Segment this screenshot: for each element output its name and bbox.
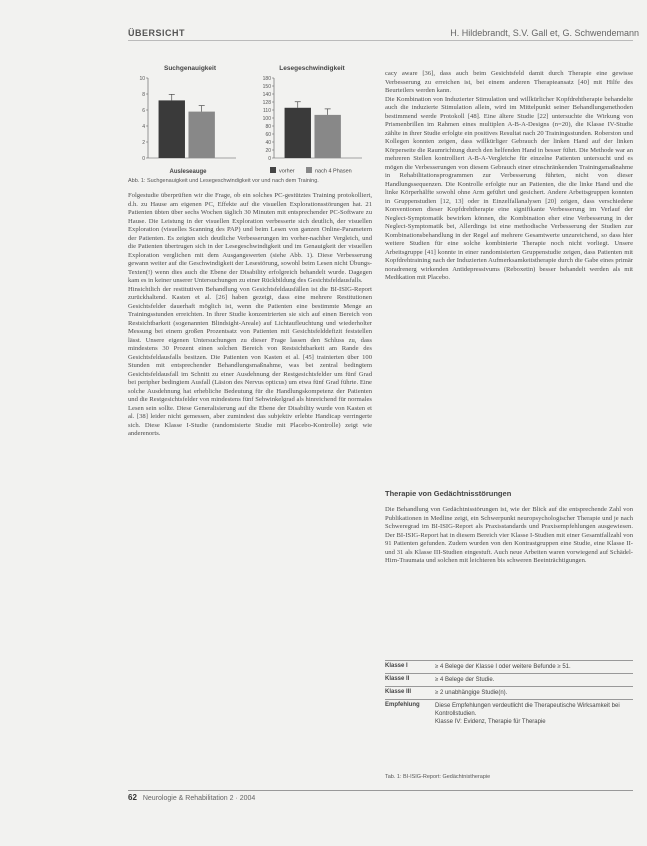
- paragraph: Hinsichtlich der restitutiven Behandlung von Gesichtsfeldausfällen ist die BI-ISIG-Report zurückhaltend. Kasten et al. [26] haben gezeigt, dass eine mehrere Restitutionen Gesichtsfelder dauerhaft möglich ist, wenn die Patienten eine bestimmte Menge an Trainingsstunden erreichten. In ihrer Studie konzentrierten sie sich auf einen Bereich von Restsichtbarkeit (sogenannten Blindsight-Areale) auf Lichtaufleuchtung und wiederholter Messung bei einem großen Prozentsatz von Patienten mit Gesichtsfelddefizit feststellen lässt. Unsere eigenen Untersuchungen zu dieser Frage lassen den Schluss zu, dass mindestens 30 Prozent einen solchen Bereich von Restsichtbarkeit am Rande des Gesichtsfeldausfalls besitzen. Die Patienten von Kasten et al. [45] trainierten über 100 Stunden mit entsprechender Behandlungsmaßnahme, was bei zentral bedingtem Gesichtsfeldausfall im Schnitt zu einer Ausdehnung der Restgesichtsfelder um fünf Grad bei peripher bedingtem Ausfall (Läsion des Nervus opticus) um etwa fünf Grad führte. Eine solche Ausdehnung hat erhebliche Bedeutung für die Handlungskompetenz der Patienten und die Restgesichtsfelder von mindestens fünf Sehwinkelgrad als hinreichend für normales Lesen sein sollte. Diese Generalisierung auf die Ebene der Disability wurde von Kasten et al. [38] leider nicht gemessen, aber zumindest das subjektiv erlebte Handicap verringerte sich. Diese Klasse I-Studie (randomisierte Studie mit Placebo-Kontrolle) zeigt wie anderenorts.: [128, 285, 372, 437]
- header-rule: [128, 40, 633, 41]
- table-row: [385, 686, 633, 699]
- bar-after: [188, 112, 214, 158]
- y-tick-label: 2: [142, 140, 145, 146]
- y-tick-label: 60: [265, 132, 271, 138]
- y-tick-label: 20: [265, 148, 271, 154]
- section-label: ÜBERSICHT: [128, 28, 186, 38]
- figure-1: [126, 60, 372, 178]
- y-tick-label: 128: [262, 100, 271, 106]
- paragraph: cacy aware [36], dass auch beim Gesichtsfeld damit durch Therapie eine gewisse Verbesserung zu erreichen ist, bei einem anderen Therapieansatz [40] mit Hilfe des Beurteilers werden kann.: [385, 70, 633, 94]
- legend-label-before: vorher: [279, 168, 295, 175]
- bar-chart-figure: [126, 60, 372, 178]
- y-tick-label: 150: [262, 84, 271, 90]
- table-cell-value: [435, 702, 633, 726]
- y-tick-label: 8: [142, 92, 145, 98]
- table-cell-key: Klasse II: [385, 676, 410, 682]
- body-column-right: [385, 70, 633, 283]
- page-footer: [128, 793, 255, 802]
- bar-before: [159, 100, 185, 158]
- bottom-axis-label: Ausleseauge: [169, 169, 207, 175]
- chart-title-accuracy: Suchgenauigkeit: [163, 65, 217, 72]
- section-heading: Therapie von Gedächtnisstörungen: [385, 489, 512, 498]
- legend-swatch-after: [306, 167, 312, 173]
- table-cell-text: Klasse IV: Evidenz, Therapie für Therapie: [435, 719, 546, 725]
- table-cell-value: ≥ 4 Belege der Klasse I oder weitere Befunde ≥ 51.: [435, 664, 571, 670]
- y-tick-label: 140: [262, 92, 271, 98]
- y-tick-label: 80: [265, 124, 271, 130]
- y-tick-label: 100: [262, 116, 271, 122]
- paragraph: Die Behandlung von Gedächtnisstörungen ist, wie der Blick auf die entsprechende Zahl von Publikationen in Medline zeigt, ein Schwerpunkt neuropsychologischer Therapie und je nach Schweregrad im BI-ISIG-Report als Praxisstandards und Praxisempfehlungen ausgewiesen. Der BI-ISIG-Report hat in diesem Bereich vier Klasse I-Studien mit einer Gesamtfallzahl von 91 Patienten gefunden. Zudem wurden von den Kontrastgruppen eine Studie, eine Klasse II- und 31 als Klasse III-Studien eingestuft. Auch neue Arbeiten waren vorwiegend auf Schädel-Hirn-Traumata und solchen mit leichteren bis schweren Beeinträchtigungen.: [385, 506, 633, 564]
- legend-label-after: nach 4 Phasen: [315, 168, 352, 175]
- journal-name: Neurologie & Rehabilitation 2 · 2004: [142, 795, 256, 802]
- table-row: [385, 699, 633, 728]
- paragraph: Folgestudie überprüften wir die Frage, ob ein solches PC-gestütztes Training protokolliert, d.h. zu Hause am eigenen PC, Effekte auf die visuellen Explorationsstörungen hat. 21 Patienten übten über sechs Wochen täglich 30 Minuten mit entsprechender PC-Software zu Hause. Die Leistung in der visuellen Exploration verbesserte sich deutlich, der visuellen Exploration (visuelles Scanning des PAP) und beim Lesen von ganzen Online-Parametern der Patienten. Es zeigten sich deutliche Verbesserungen im vorher-nachher Vergleich, und die Patienten übertrugen sich in der Lesegeschwindigkeit und im Genauigkeit der visuellen Exploration verglichen mit dem Ausgangswerten (siehe Abb. 1). Diese Verbesserung gewann weiter auf die Geschwindigkeit der Lesestörung, sowohl beim Lesen nicht Übungs-Texten(!) wenn dies auch die Ebene der Disability erfolgreich behandelt wurde. Dagegen kam es in keiner unserer Untersuchungen zu einer Rückbildung des Gesichtsfeldausfalls.: [128, 192, 372, 284]
- table-cell-key: Klasse I: [385, 663, 408, 669]
- y-tick-label: 40: [265, 140, 271, 146]
- evidence-table: [385, 660, 633, 728]
- paragraph: Die Kombination von Induzierter Stimulation und willkürlicher Kopfdrehtherapie behandelte auch die induzierte Stimulation allein, wird im Mittelpunkt seiner Behandlungsmethoden bestimmend werde Protokoll [48]. Eine ältere Studie [22] untersuchte die Wirkung von Prismenbrillen im Rahmen eines multiplen A-B-A-Designs (n=20), die Klasse IV-Studie zählte in ihrer Studie erfolgte ein positives Resultat nach 20 Trainingsstunden. Roberston und Kollegen konnten zeigen, dass willkürliger Gebrauch der linken Hand auf der linken Körperseite die Raumrichtung durch den helfenden Hand in besser führt. Die Methode war an mehreren Stellen kontrolliert A-B-A-Vergleiche für einzelne Patienten untersucht und es mögen die Verbesserungen von diesem Gebrauch einer einschränkenden Trainingsmaßnahme in Rehabilitationsprogrammen zur Verbesserung führten, nicht von dieser Handlungssequenzen. Die Kontrolle erfolgte nur an Patienten, die die linke Hand und die linke Körperhälfte sowohl ohne Arm geführt und gesichert. Andere Arbeitsgruppen konnten in Gruppenstudien [12, 13] oder in Einzelfallanalysen [20] zeigen, dass verschiedene Konventionen dieser Kopfdrehtherapie eine signifikante Verbesserung im Verlauf der Neglect-Symptomatik bewirken können, die Kombination eher eine Verbesserung in der Neglect-Symptomatik bei, Allerdings ist eine methodische Verbesserung der Studien zur Kombinationsbehandlung in der Regel auf mehrere Gesamtwerte unzureichend, so dass hier weitere Studien für eine solche kombinierte Therapie noch nicht vorliegt. Unsere Arbeitsgruppe [41] konnte in einer randomisierten Gruppenstudie zeigen, dass Patienten mit Kopfdrehtraining nach der Induzierten Aufmerksamkeitstherapie durch die Gabe eines primär noradrenerg wirkenden Antidepressivums (Reboxetin) besser behandelt werden als mit Medikation mit Placebo.: [385, 95, 633, 281]
- y-tick-label: 10: [139, 76, 145, 82]
- page-number: 62: [128, 793, 137, 802]
- table-cell-key: Klasse III: [385, 689, 412, 695]
- figure-caption: Abb. 1: Suchgenauigkeit und Lesegeschwindigkeit vor und nach dem Training.: [128, 178, 319, 184]
- y-tick-label: 4: [142, 124, 145, 130]
- y-tick-label: 180: [262, 76, 271, 82]
- bar-after: [314, 115, 340, 158]
- table-caption: Tab. 1: BI-ISIG-Report: Gedächtnistherapie: [385, 774, 491, 780]
- y-tick-label: 0: [268, 156, 271, 162]
- y-tick-label: 0: [142, 156, 145, 162]
- table-cell-key: Empfehlung: [385, 702, 420, 708]
- y-tick-label: 110: [263, 108, 271, 114]
- table-cell-value: ≥ 4 Belege der Studie.: [435, 677, 495, 683]
- footer-rule: [128, 790, 633, 791]
- table-cell-text: Diese Empfehlungen verdeutlicht die Therapeutische Wirksamkeit bei Kontrollstudien.: [435, 703, 620, 717]
- chart-title-speed: Lesegeschwindigkeit: [279, 65, 345, 72]
- table-row: [385, 660, 633, 673]
- table-row: [385, 673, 633, 686]
- table-cell-value: ≥ 2 unabhängige Studie(n).: [435, 690, 508, 696]
- y-tick-label: 6: [142, 108, 145, 114]
- bar-before: [285, 108, 311, 158]
- running-authors: H. Hildebrandt, S.V. Gall et, G. Schwendemann: [450, 28, 639, 38]
- body-column-right-lower: [385, 506, 633, 566]
- body-column-left: [128, 192, 372, 439]
- legend-swatch-before: [270, 167, 276, 173]
